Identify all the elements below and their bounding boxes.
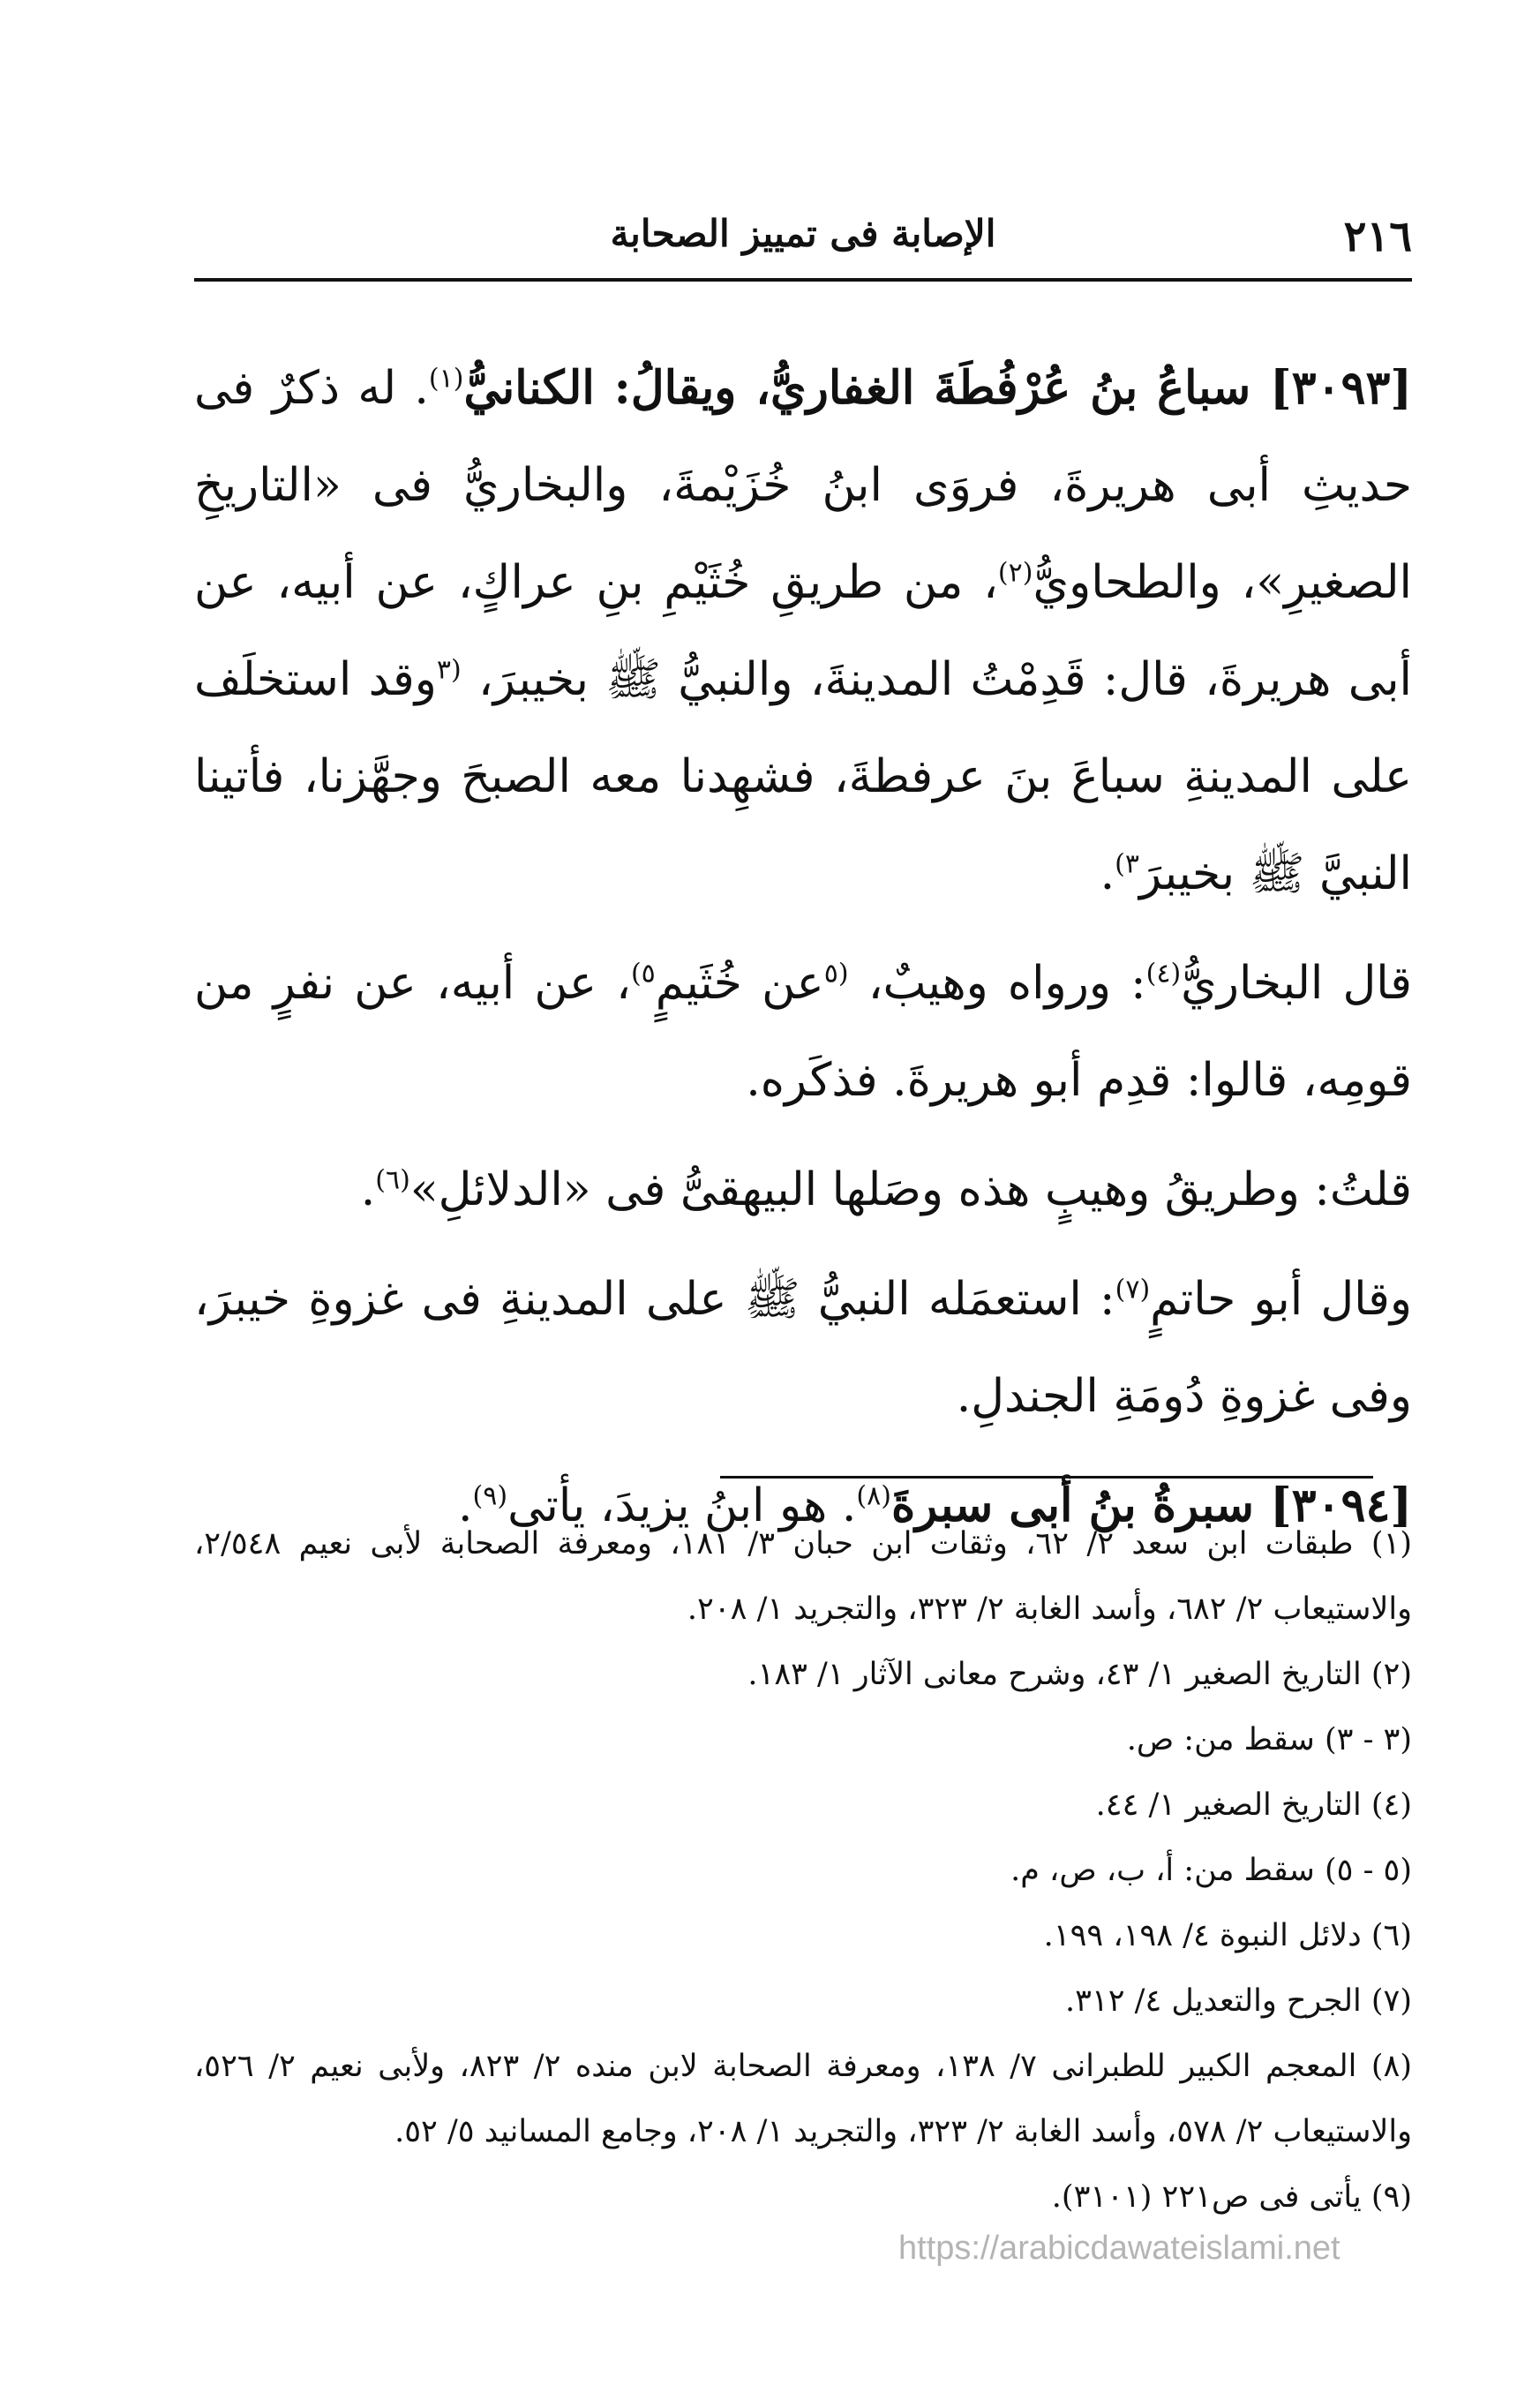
paragraph-text: : ورواه وهيبٌ، <box>867 957 1146 1010</box>
entry-heading: [٣٠٩٤] سبرةُ بنُ أبى سبرةَ <box>890 1479 1412 1532</box>
footnote: (٥ - ٥) سقط من: أ، ب، ص، م. <box>1010 1853 1412 1888</box>
paragraph-text: قال البخاريُّ <box>1181 957 1413 1010</box>
paragraph-text: وقال أبو حاتمٍ <box>1150 1273 1412 1326</box>
header-rule <box>194 278 1412 282</box>
footnote-ref: (٢) <box>997 557 1033 589</box>
paragraph-abu-hatim <box>194 1251 1412 1445</box>
footnote-ref: (٨) <box>856 1480 891 1512</box>
footnote: (٩) يأتى فى ص٢٢١ (٣١٠١). <box>1051 2179 1412 2215</box>
paragraph-qultu <box>194 1141 1412 1238</box>
footnote-ref: (١) <box>428 363 464 395</box>
watermark-url: https://arabicdawateislami.net <box>898 2230 1340 2267</box>
footnote-ref: (٩) <box>472 1480 508 1512</box>
footnote-ref: (٦) <box>375 1164 410 1196</box>
entry-text: ، من طريقِ خُثَيْمِ بنِ عراكٍ، عن أبيه، عن أبى هريرةَ، قال: قَدِمْتُ المدينةَ، والنبيُّ ﷺ بخيبرَ، <box>194 556 1412 706</box>
footnote-ref: (٧) <box>1115 1274 1151 1306</box>
main-text <box>194 340 1412 1567</box>
entry-text: . <box>1100 847 1115 900</box>
paragraph-text: قلتُ: وطريقُ وهيبٍ هذه وصَلها البيهقىُّ فى «الدلائلِ» <box>409 1163 1412 1216</box>
paragraph-text: : استعمَله النبيُّ ﷺ على المدينةِ فى غزوةِ خيبرَ، وفى غزوةِ دُومَةِ الجندلِ. <box>194 1273 1412 1423</box>
footnote: (٦) دلائل النبوة ٤/ ١٩٨، ١٩٩. <box>1043 1918 1412 1953</box>
footnote: (٢) التاريخ الصغير ١/ ٤٣، وشرح معانى الآثار ١/ ١٨٣. <box>747 1657 1412 1692</box>
footnote-ref: (٤) <box>1145 958 1182 990</box>
paragraph-text: ، عن أبيه، عن نفرٍ من قومِه، قالوا: قدِم أبو هريرةَ. فذكَره. <box>194 957 1412 1107</box>
footnote-ref: ٥) <box>630 958 656 990</box>
footnote-ref: ٣) <box>1115 848 1139 880</box>
entry-text: . <box>458 1479 473 1532</box>
paragraph-text: عن خُثَيمٍ <box>655 957 824 1010</box>
entry-text: . هو ابنُ يزيدَ، يأتى <box>507 1479 857 1532</box>
page-number: ٢١٦ <box>1343 212 1412 261</box>
footnotes <box>194 1511 1412 2230</box>
entry-heading: [٣٠٩٣] سباعُ بنُ عُرْفُطَةَ الغفاريُّ، ويقالُ: الكنانيُّ <box>463 361 1412 415</box>
footnote: (١) طبقات ابن سعد ٢/ ٦٢، وثقات ابن حبان ٣/ ١٨١، ومعرفة الصحابة لأبى نعيم ٢/٥٤٨، والاستيعاب ٢/ ٦٨٢، وأسد الغابة ٢/ ٣٢٣، والتجريد ١/ ٢٠٨. <box>194 1526 1413 1627</box>
footnote: (٤) التاريخ الصغير ١/ ٤٤. <box>1095 1787 1412 1823</box>
footnote-separator <box>720 1476 1373 1479</box>
page-header <box>194 212 1412 274</box>
footnote: (٣ - ٣) سقط من: ص. <box>1126 1722 1412 1757</box>
entry-text: وقد استخلَف على المدينةِ سباعَ بنَ عرفطةَ، فشهِدنا معه الصبحَ وجهَّزنا، فأتينا النبيَّ ﷺ بخيبرَ <box>194 653 1412 900</box>
entry-3093 <box>194 340 1412 922</box>
paragraph-text: . <box>360 1163 376 1216</box>
footnote-ref: (٣ <box>436 654 462 686</box>
running-title: الإصابة فى تمييز الصحابة <box>610 212 996 255</box>
footnote-ref: (٥ <box>823 958 849 990</box>
paragraph-bukhari <box>194 935 1412 1129</box>
entry-text: . له ذكرٌ فى حديثِ أبى هريرةَ، فروَى ابنُ خُزَيْمةَ، والبخاريُّ فى «التاريخِ الصغيرِ»، والطحاويُّ <box>194 362 1413 609</box>
footnote: (٧) الجرح والتعديل ٤/ ٣١٢. <box>1064 1983 1412 2019</box>
footnote: (٨) المعجم الكبير للطبرانى ٧/ ١٣٨، ومعرفة الصحابة لابن منده ٢/ ٨٢٣، ولأبى نعيم ٢/ ٥٢٦، والاستيعاب ٢/ ٥٧٨، وأسد الغابة ٢/ ٣٢٣، والتجريد ١/ ٢٠٨، وجامع المسانيد ٥/ ٥٢. <box>194 2049 1412 2149</box>
